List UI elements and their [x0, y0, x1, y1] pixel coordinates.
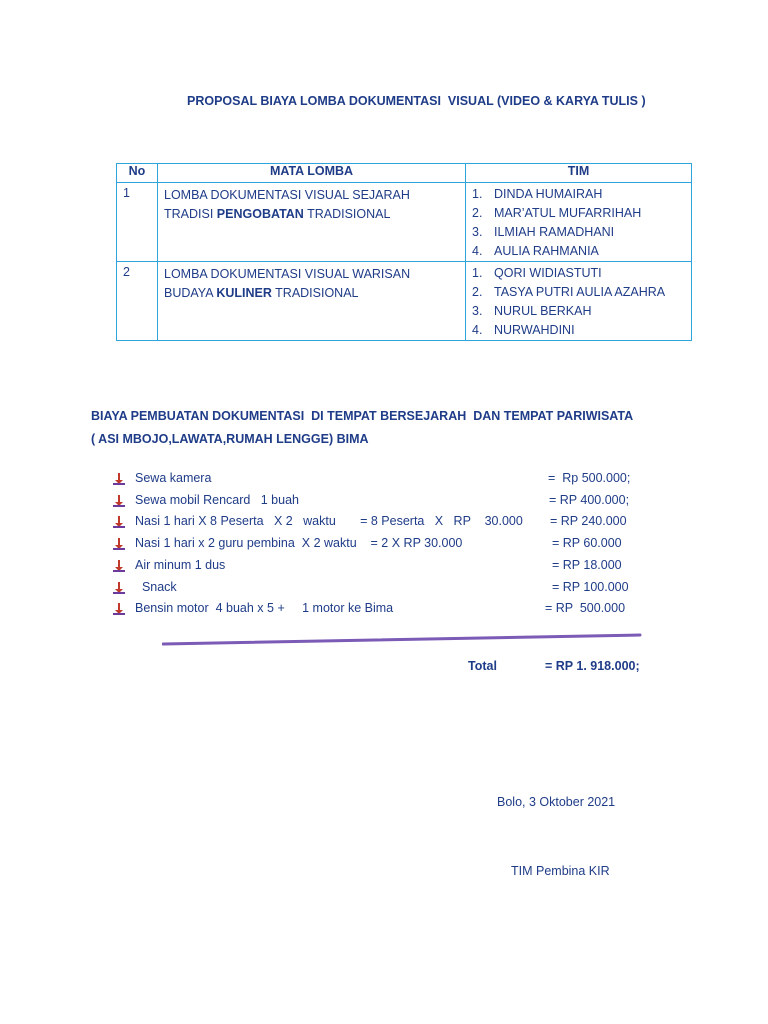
mata-lomba-text: TRADISIONAL	[303, 207, 391, 221]
team-member-number: 2.	[472, 285, 483, 299]
cost-item	[113, 558, 622, 578]
team-member	[472, 302, 691, 321]
team-member-name: AULIA RAHMANIA	[494, 244, 599, 258]
table-header-row	[117, 164, 692, 183]
mata-lomba-highlight: KULINER	[216, 286, 272, 300]
header-mata-lomba: MATA LOMBA	[158, 164, 466, 183]
mata-lomba-text: TRADISIONAL	[271, 286, 359, 300]
cost-item	[113, 471, 631, 491]
arrow-bullet-icon	[113, 495, 125, 507]
cost-item	[113, 580, 629, 600]
cost-item	[113, 514, 627, 534]
team-member	[472, 264, 691, 283]
cost-item-amount: = RP 60.000	[552, 536, 622, 550]
cost-item-amount: = RP 400.000;	[549, 493, 630, 507]
mata-lomba-cell	[158, 262, 466, 341]
cost-item	[113, 601, 626, 621]
team-member	[472, 321, 691, 340]
team-member	[472, 242, 691, 261]
cost-item-label: Nasi 1 hari x 2 guru pembina X 2 waktu = 2 X RP 30.000	[135, 536, 463, 550]
cost-item-label: Snack	[135, 580, 177, 594]
mata-lomba-line: LOMBA DOKUMENTASI VISUAL WARISAN	[164, 267, 411, 281]
arrow-bullet-icon	[113, 603, 125, 615]
total-value: = RP 1. 918.000;	[545, 659, 640, 673]
cost-item-amount: = RP 100.000	[552, 580, 629, 594]
cost-item-label: Sewa mobil Rencard 1 buah	[135, 493, 299, 507]
cost-item-label: Sewa kamera	[135, 471, 212, 485]
mata-lomba-line: LOMBA DOKUMENTASI VISUAL SEJARAH	[164, 188, 410, 202]
team-member-number: 1.	[472, 187, 483, 201]
team-member-name: QORI WIDIASTUTI	[494, 266, 602, 280]
mata-lomba-text: TRADISI	[164, 207, 217, 221]
arrow-bullet-icon	[113, 538, 125, 550]
team-member	[472, 283, 691, 302]
header-no: No	[117, 164, 158, 183]
cost-item-amount: = RP 240.000	[550, 514, 627, 528]
cost-item-amount: = Rp 500.000;	[548, 471, 631, 485]
tim-cell	[466, 183, 692, 262]
table-row	[117, 183, 692, 262]
total-divider-line	[162, 633, 642, 647]
team-member-name: MAR’ATUL MUFARRIHAH	[494, 206, 642, 220]
team-member-name: ILMIAH RAMADHANI	[494, 225, 615, 239]
team-member-name: TASYA PUTRI AULIA AZAHRA	[494, 285, 666, 299]
cost-item-amount: = RP 500.000	[545, 601, 626, 615]
section-heading-line: ( ASI MBOJO,LAWATA,RUMAH LENGGE) BIMA	[91, 432, 369, 446]
team-member	[472, 185, 691, 204]
place-date: Bolo, 3 Oktober 2021	[497, 795, 616, 809]
team-member-number: 4.	[472, 244, 483, 258]
mata-lomba-line	[164, 205, 465, 224]
arrow-bullet-icon	[113, 560, 125, 572]
cost-item-amount: = RP 18.000	[552, 558, 622, 572]
row-number: 2	[117, 262, 158, 341]
arrow-bullet-icon	[113, 582, 125, 594]
table-row	[117, 262, 692, 341]
header-tim: TIM	[466, 164, 692, 183]
team-member	[472, 223, 691, 242]
team-member-number: 4.	[472, 323, 483, 337]
total-label: Total	[468, 659, 497, 673]
team-member-number: 3.	[472, 304, 483, 318]
arrow-bullet-icon	[113, 473, 125, 485]
cost-section-heading	[91, 405, 633, 451]
mata-lomba-cell	[158, 183, 466, 262]
signer: TIM Pembina KIR	[511, 864, 610, 878]
team-member-number: 2.	[472, 206, 483, 220]
document-title: PROPOSAL BIAYA LOMBA DOKUMENTASI VISUAL (VIDEO & KARYA TULIS )	[187, 94, 646, 108]
team-member-name: NURWAHDINI	[494, 323, 575, 337]
cost-item	[113, 493, 630, 513]
mata-lomba-line	[164, 284, 465, 303]
section-heading-line: BIAYA PEMBUATAN DOKUMENTASI DI TEMPAT BERSEJARAH DAN TEMPAT PARIWISATA	[91, 409, 634, 423]
cost-item-label: Air minum 1 dus	[135, 558, 226, 572]
cost-item-label: Nasi 1 hari X 8 Peserta X 2 waktu = 8 Peserta X RP 30.000	[135, 514, 523, 528]
arrow-bullet-icon	[113, 516, 125, 528]
team-member-name: DINDA HUMAIRAH	[494, 187, 603, 201]
row-number: 1	[117, 183, 158, 262]
team-member-number: 1.	[472, 266, 483, 280]
team-member	[472, 204, 691, 223]
cost-item-label: Bensin motor 4 buah x 5 + 1 motor ke Bima	[135, 601, 394, 615]
competition-table	[116, 163, 692, 341]
mata-lomba-text: BUDAYA	[164, 286, 217, 300]
mata-lomba-highlight: PENGOBATAN	[216, 207, 304, 221]
cost-item	[113, 536, 622, 556]
team-member-number: 3.	[472, 225, 483, 239]
tim-cell	[466, 262, 692, 341]
team-member-name: NURUL BERKAH	[494, 304, 592, 318]
